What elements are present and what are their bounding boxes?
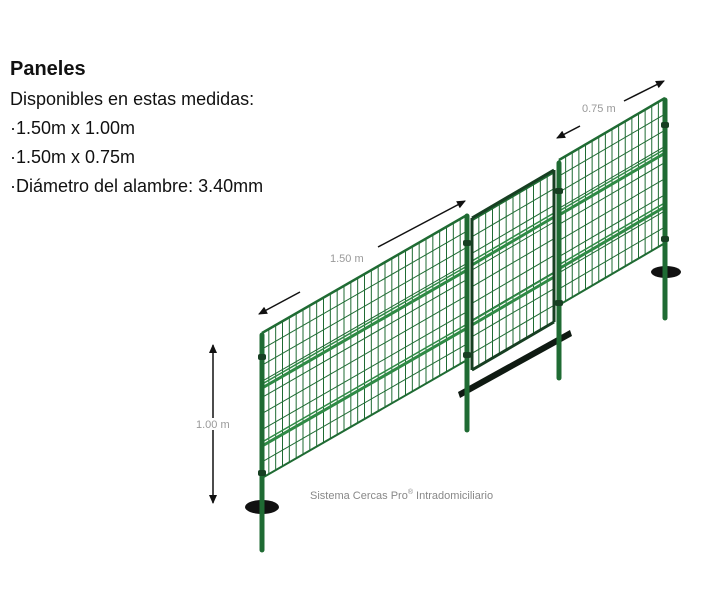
availability-text: Disponibles en estas medidas: xyxy=(10,89,255,109)
width-label: 1.50 m xyxy=(330,253,364,265)
caption-tail: Intradomiciliario xyxy=(412,490,494,502)
gate-panel xyxy=(472,170,554,370)
small-width-label: 0.75 m xyxy=(582,103,616,115)
system-caption xyxy=(310,488,493,502)
wire-diameter-item: ·Diámetro del alambre: 3.40mm xyxy=(10,176,264,196)
height-label: 1.00 m xyxy=(196,419,230,431)
large-panel xyxy=(262,215,467,478)
small-width-arrow-left xyxy=(557,126,580,138)
caption-main: Sistema Cercas Pro xyxy=(310,490,408,502)
size-item-1: ·1.50m x 1.00m xyxy=(10,118,136,138)
small-width-arrow-right xyxy=(624,81,664,101)
panel-title: Paneles xyxy=(10,58,86,80)
caption-registered: ® xyxy=(407,489,413,496)
posts xyxy=(262,100,665,550)
gate-ground-bar xyxy=(458,330,572,398)
size-item-2: ·1.50m x 0.75m xyxy=(10,147,136,167)
width-arrow-left xyxy=(259,292,300,314)
dimension-arrows xyxy=(213,81,664,503)
